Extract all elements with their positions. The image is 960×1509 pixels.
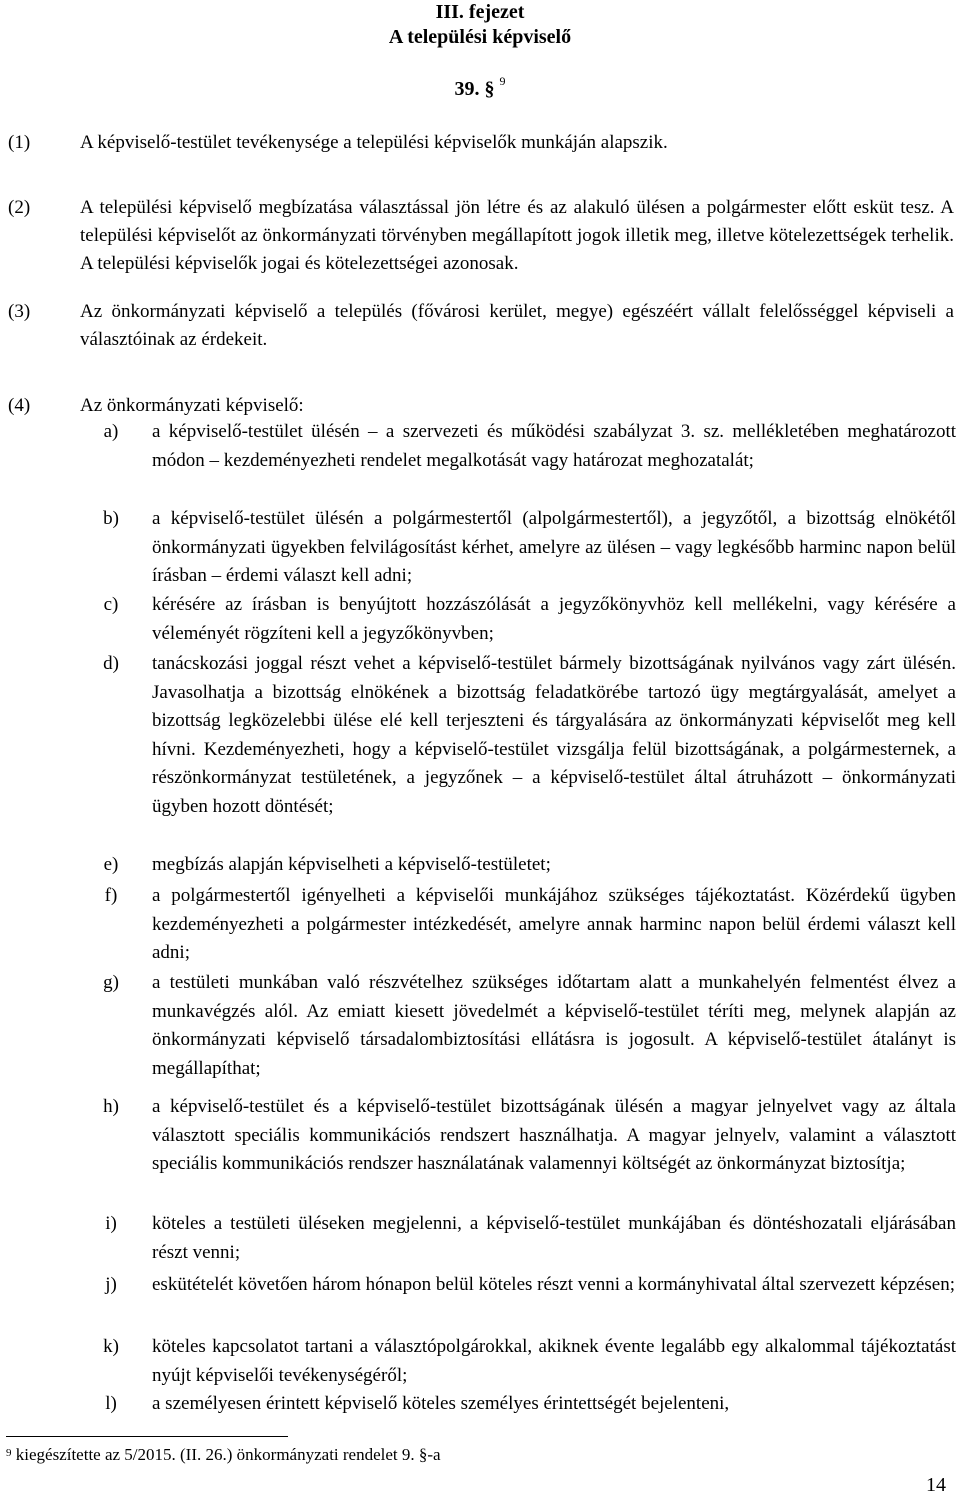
- list-item-letter: f): [104, 885, 118, 906]
- paragraph-3: [8, 298, 954, 354]
- list-item-letter: d): [103, 653, 119, 674]
- list-item-letter: b): [103, 508, 119, 529]
- paragraph-number: (4): [8, 395, 31, 416]
- list-item-text: a testületi munkában való részvételhez szükséges időtartam alatt a munkahelyén felmentést élvez a munkavégzés alól. Az emiatt kiesett jövedelmét a képviselő-testület téríti meg, melynek alapján az önkormányzati képviselő társadalombiztosítási ellátásra is jogosult. A képviselő-testület átalányt is megállapíthat;: [152, 972, 956, 1079]
- paragraph-1: [8, 129, 954, 157]
- list-item-letter: c): [103, 594, 119, 615]
- footnote-text: kiegészítette az 5/2015. (II. 26.) önkormányzati rendelet 9. §-a: [15, 1445, 441, 1464]
- list-item-d: [78, 650, 956, 822]
- paragraph-text: Az önkormányzati képviselő:: [80, 395, 304, 416]
- chapter-title: A települési képviselő: [388, 26, 572, 48]
- list-item-l: [78, 1390, 956, 1419]
- footnote-number: 9: [6, 1447, 12, 1459]
- list-item-g: [78, 969, 956, 1083]
- list-item-text: eskütételét követően három hónapon belül köteles részt venni a kormányhivatal által szervezett képzésen;: [152, 1274, 955, 1295]
- list-item-a: [78, 418, 956, 475]
- list-item-h: [78, 1093, 956, 1179]
- list-item-letter: i): [105, 1213, 117, 1234]
- chapter-number: III. fejezet: [435, 1, 525, 23]
- list-item-c: [78, 591, 956, 648]
- page-number: 14: [926, 1474, 946, 1496]
- paragraph-number: (3): [8, 301, 31, 322]
- list-item-j: [78, 1271, 956, 1300]
- list-item-text: a személyesen érintett képviselő köteles személyes érintettségét bejelenteni,: [152, 1393, 730, 1414]
- list-item-i: [78, 1210, 956, 1267]
- list-item-letter: a): [103, 421, 119, 442]
- list-item-letter: e): [103, 854, 119, 875]
- list-item-text: a képviselő-testület és a képviselő-testület bizottságának ülésén a magyar jelnyelvet vagy az általa választott speciális kommunikációs rendszert használhatja. A magyar jelnyelv, valamint a választott speciális kommunikációs rendszer használatának valamennyi költségét az önkormányzat biztosítja;: [152, 1096, 956, 1175]
- list-item-e: [78, 851, 956, 880]
- list-item-letter: k): [103, 1336, 119, 1357]
- list-item-text: köteles a testületi üléseken megjelenni, a képviselő-testület munkájában és döntéshozatali eljárásában részt venni;: [152, 1213, 956, 1263]
- list-item-b: [78, 505, 956, 591]
- list-item-text: kérésére az írásban is benyújtott hozzászólását a jegyzőkönyvhöz kell mellékelni, vagy kérésére a véleményét rögzíteni kell a jegyzőkönyvben;: [152, 594, 956, 644]
- list-item-text: a polgármestertől igényelheti a képviselői munkájához szükséges tájékoztatást. Közérdekű ügyben kezdeményezheti a polgármester intézkedését, amelyre annak harminc napon belül érdemi választ kell adni;: [152, 885, 956, 964]
- list-item-text: köteles kapcsolatot tartani a választópolgárokkal, akiknek évente legalább egy alkalommal tájékoztatást nyújt képviselői tevékenységéről;: [152, 1336, 956, 1386]
- list-item-text: a képviselő-testület ülésén – a szervezeti és működési szabályzat 3. sz. mellékletében meghatározott módon – kezdeményezheti rendelet megalkotását vagy határozat meghozatalát;: [152, 421, 956, 471]
- paragraph-number: (1): [8, 132, 31, 153]
- section-footnote-ref[interactable]: 9: [499, 74, 506, 88]
- footnote-divider: [6, 1436, 288, 1437]
- list-item-letter: l): [105, 1393, 117, 1414]
- paragraph-2: [8, 194, 954, 278]
- list-item-text: megbízás alapján képviselheti a képviselő-testületet;: [152, 854, 551, 875]
- paragraph-4: [8, 392, 954, 420]
- paragraph-text: A képviselő-testület tevékenysége a települési képviselők munkáján alapszik.: [80, 132, 668, 153]
- list-item-letter: g): [103, 972, 119, 993]
- paragraph-text: A települési képviselő megbízatása választással jön létre és az alakuló ülésen a polgármester előtt esküt tesz. A települési képviselőt az önkormányzati törvényben megállapított jogok illetik meg, illetve kötelezettségek terhelik. A települési képviselők jogai és kötelezettségei azonosak.: [80, 197, 954, 274]
- paragraph-text: Az önkormányzati képviselő a település (fővárosi kerület, megye) egészéért vállalt felelősséggel képviseli a választóinak az érdekeit.: [80, 301, 954, 350]
- list-item-k: [78, 1333, 956, 1390]
- list-item-text: tanácskozási joggal részt vehet a képviselő-testület bármely bizottságának nyilvános vagy zárt ülésén. Javasolhatja a bizottság elnökének a bizottság feladatkörébe tartozó ügy megtárgyalását, amelyet a bizottság legközelebbi ülése elé kell terjeszteni és tárgyalására az önkormányzati képviselőt meg kell hívni. Kezdeményezheti, hogy a képviselő-testület vizsgálja felül bizottságának, a polgármesternek, a részönkormányzat testületének, a jegyzőnek – a képviselő-testület által átruházott – önkormányzati ügyben hozott döntését;: [152, 653, 956, 817]
- list-item-text: a képviselő-testület ülésén a polgármestertől (alpolgármestertől), a jegyzőtől, a bizottság elnökétől önkormányzati ügyekben felvilágosítást kérhet, amelyre az ülésen – vagy legkésőbb harminc napon belül írásban – érdemi választ kell adni;: [152, 508, 956, 587]
- paragraph-number: (2): [8, 197, 31, 218]
- list-item-f: [78, 882, 956, 968]
- section-label: 39. §: [454, 78, 495, 100]
- list-item-letter: h): [103, 1096, 119, 1117]
- list-item-letter: j): [105, 1274, 117, 1295]
- footnote: [6, 1443, 441, 1467]
- section-heading: [0, 74, 960, 101]
